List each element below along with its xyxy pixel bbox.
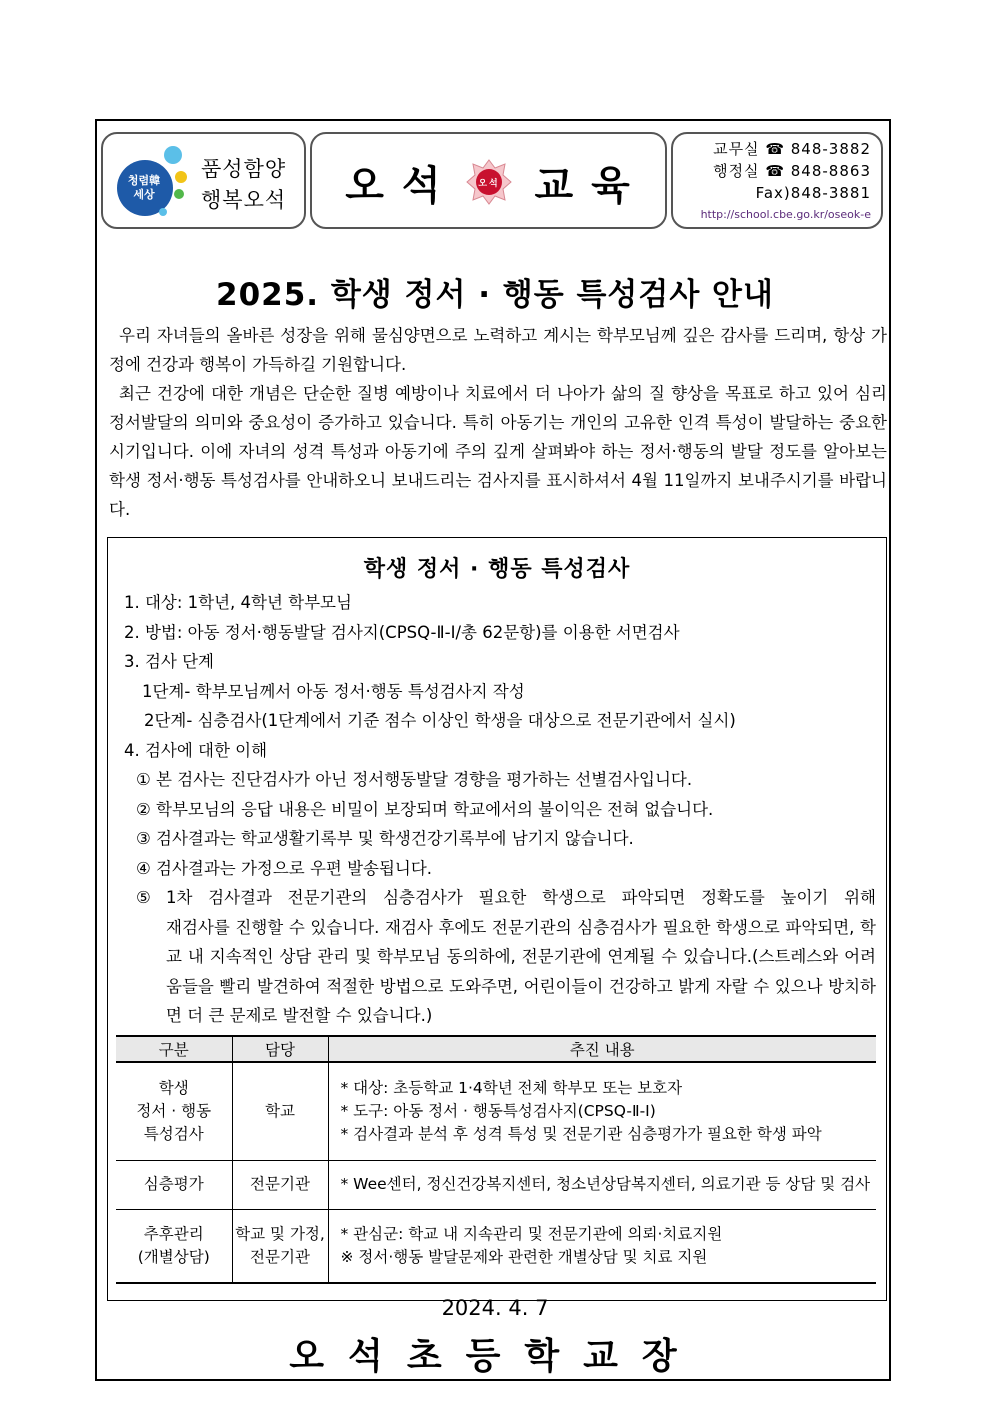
header-owner: 담당 [232, 1036, 328, 1062]
content-line: * 검사결과 분석 후 성격 특성 및 전문기관 심층평가가 필요한 학생 파악 [340, 1124, 822, 1143]
owner-line: 전문기관 [250, 1175, 310, 1193]
category-line: 추후관리 [143, 1224, 204, 1243]
category-line: 학생 [158, 1078, 189, 1097]
header-category: 구분 [116, 1036, 232, 1062]
document-title: 2025. 학생 정서 · 행동 특성검사 안내 [216, 277, 774, 313]
row-owner [232, 1160, 328, 1209]
row-owner [232, 1209, 328, 1283]
understanding-5-rest: 재검사를 진행할 수 있습니다. 재검사 후에도 전문기관의 심층검사가 필요한 학생으로 파악되면, 학교 내 지속적인 상담 관리 및 학부모님 동의하에, 전문기관에 연계될 수 있습니다.(스트레스와 어려움들을 빨리 발견하여 적절한 방법으로 도와주면, 어린이들이 건강하고 밝게 자랄 수 있으나 방치하면 더 큰 문제로 발전할 수 있습니다.) [166, 917, 876, 1025]
understanding-4: ④ 검사결과는 가정으로 우편 발송됩니다. [136, 858, 433, 878]
category-line: 특성검사 [143, 1124, 204, 1143]
test-info-list [124, 588, 876, 1031]
understanding-5 [124, 883, 876, 1031]
item-method: 2. 방법: 아동 정서·행동발달 검사지(CPSQ-Ⅱ-Ⅰ/총 62문항)를 이용한 서면검사 [124, 622, 680, 642]
admin-phone: 행정실 ☎ 848-8863 [713, 162, 871, 180]
contact-box [671, 132, 883, 229]
contact-info [701, 138, 871, 226]
understanding-5-number: ⑤ [136, 888, 151, 907]
issue-date: 2024. 4. 7 [441, 1296, 549, 1320]
motto-box [101, 132, 306, 229]
understanding-3: ③ 검사결과는 학교생활기록부 및 학생건강기록부에 남기지 않습니다. [136, 829, 634, 848]
understanding-5-first-line: 1차 검사결과 전문기관의 심층검사가 필요한 학생으로 파악되면 정확도를 높이기 위해 [166, 888, 876, 907]
table-row [116, 1062, 876, 1160]
motto-line-2: 행복오석 [201, 188, 287, 212]
svg-text:청렴韓: 청렴韓 [127, 174, 161, 187]
intro-paragraph-2: 최근 건강에 대한 개념은 단순한 질병 예방이나 치료에서 더 나아가 삶의 질 향상을 목표로 하고 있어 심리 정서발달의 의미와 중요성이 증가하고 있습니다. 특히 아동기는 개인의 고유한 인격 특성이 발달하는 중요한 시기입니다. 이에 자녀의 성격 특성과 아동기에 주의 깊게 살펴봐야 하는 정서·행동의 발달 정도를 알아보는 학생 정서·행동 특성검사를 안내하오니 보내드리는 검사지를 표시하셔서 4월 11일까지 보내주시기를 바랍니다. [109, 384, 887, 519]
step-2: 2단계- 심층검사(1단계에서 기준 점수 이상인 학생을 대상으로 전문기관에서 실시) [144, 711, 736, 730]
owner-line: 학교 [265, 1101, 295, 1120]
test-info-title: 학생 정서 · 행동 특성검사 [363, 557, 631, 582]
motto-line-1: 품성함양 [201, 157, 287, 181]
category-line: 심층평가 [143, 1175, 204, 1193]
school-website-link[interactable]: http://school.cbe.go.kr/oseok-e [700, 208, 871, 221]
row-category [116, 1062, 232, 1160]
item-target: 1. 대상: 1학년, 4학년 학부모님 [124, 593, 352, 612]
school-badge-icon [465, 158, 513, 206]
row-content [328, 1062, 876, 1160]
school-title-left: 오 석 [345, 162, 443, 209]
office-phone: 교무실 ☎ 848-3882 [713, 140, 871, 158]
document-frame [95, 119, 891, 1381]
intro-paragraph-1: 우리 자녀들의 올바른 성장을 위해 물심양면으로 노력하고 계시는 학부모님께 깊은 감사를 드리며, 항상 가정에 건강과 행복이 가득하길 기원합니다. [109, 326, 887, 374]
step-1: 1단계- 학부모님께서 아동 정서·행동 특성검사지 작성 [142, 681, 525, 701]
row-content [328, 1209, 876, 1283]
table-row [116, 1209, 876, 1283]
integrity-emblem-icon [115, 144, 191, 220]
header-content: 추진 내용 [328, 1036, 876, 1062]
owner-line: 학교 및 가정, [235, 1224, 325, 1243]
item-understanding: 4. 검사에 대한 이해 [124, 740, 268, 760]
row-owner [232, 1062, 328, 1160]
school-motto [201, 154, 286, 216]
category-line: (개별상담) [137, 1247, 210, 1266]
owner-line: 전문기관 [250, 1247, 310, 1266]
content-line: * 도구: 아동 정서 · 행동특성검사지(CPSQ-Ⅱ-Ⅰ) [340, 1101, 656, 1120]
intro-text [109, 321, 887, 524]
row-content [328, 1160, 876, 1209]
category-line: 정서 · 행동 [136, 1101, 212, 1120]
understanding-1: ① 본 검사는 진단검사가 아닌 정서행동발달 경향을 평가하는 선별검사입니다. [136, 770, 693, 789]
plan-table-header [116, 1036, 876, 1062]
svg-text:오석: 오석 [477, 179, 500, 189]
principal-signature: 오석초등학교장 [289, 1336, 701, 1377]
table-row [116, 1160, 876, 1209]
fax-number: Fax)848-3881 [755, 184, 871, 202]
svg-text:세상: 세상 [133, 188, 155, 201]
content-line: * 대상: 초등학교 1·4학년 전체 학부모 또는 보호자 [340, 1078, 683, 1097]
row-category [116, 1160, 232, 1209]
content-line: * 관심군: 학교 내 지속관리 및 전문기관에 의뢰·치료지원 [340, 1224, 723, 1243]
plan-table [116, 1035, 876, 1284]
school-title-right: 교 육 [534, 162, 632, 209]
test-info-box [107, 537, 887, 1301]
row-category [116, 1209, 232, 1283]
item-steps: 3. 검사 단계 [124, 652, 214, 671]
school-title-box [310, 132, 667, 229]
understanding-2: ② 학부모님의 응답 내용은 비밀이 보장되며 학교에서의 불이익은 전혀 없습니다. [136, 799, 714, 819]
school-title [312, 152, 665, 212]
content-line: ※ 정서·행동 발달문제와 관련한 개별상담 및 치료 지원 [340, 1247, 708, 1266]
content-line: * Wee센터, 정신건강복지센터, 청소년상담복지센터, 의료기관 등 상담 및 검사 [340, 1175, 871, 1193]
